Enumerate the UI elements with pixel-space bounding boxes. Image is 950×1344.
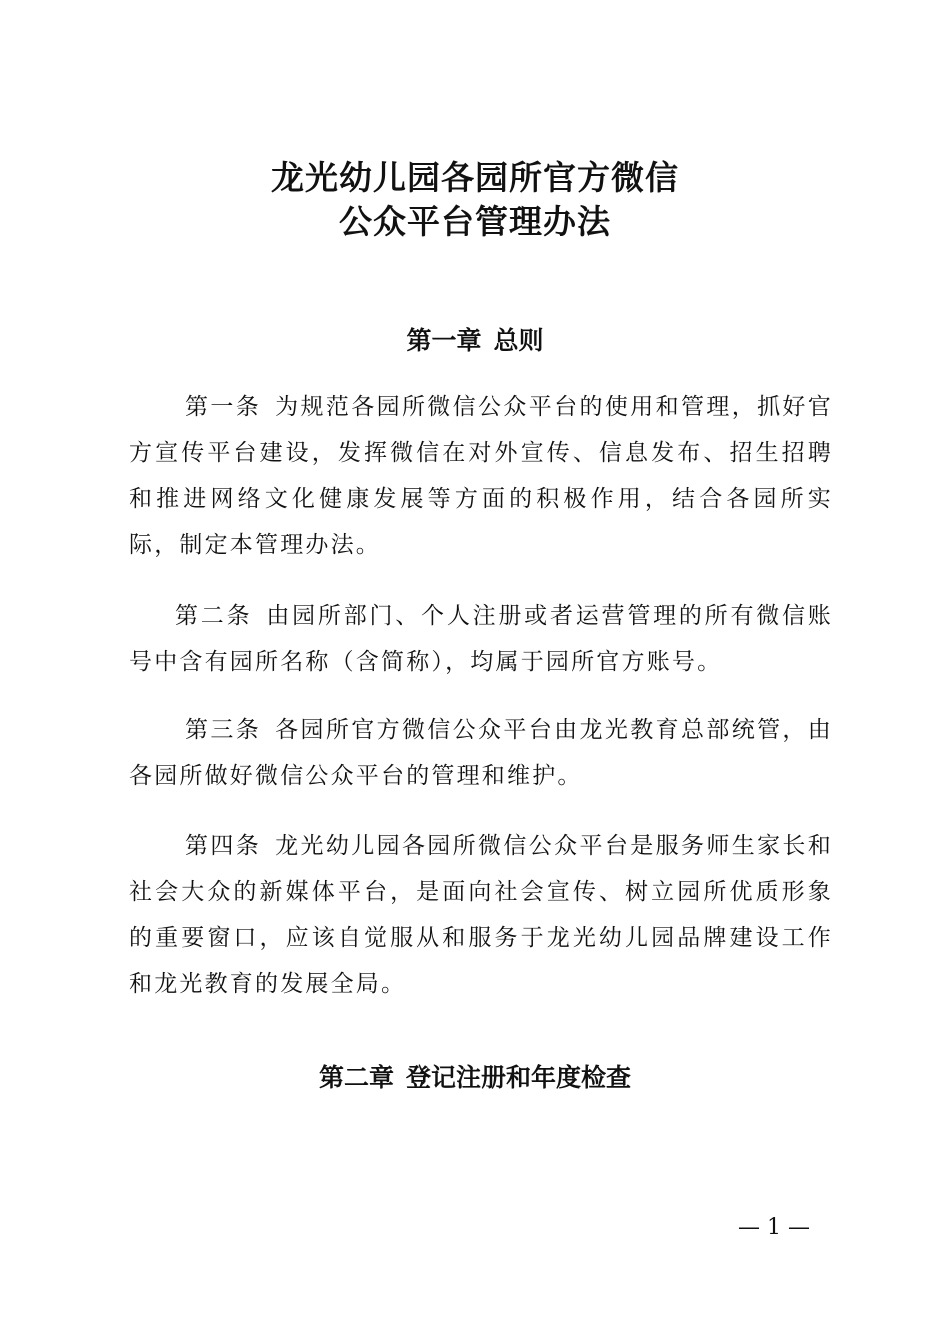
article-3-number: 第三条 xyxy=(185,717,262,743)
article-2 xyxy=(129,593,833,685)
article-4-text: 龙光幼儿园各园所微信公众平台是服务师生家长和社会大众的新媒体平台，是面向社会宣传、树立园所优质形象的重要窗口，应该自觉服从和服务于龙光幼儿园品牌建设工作和龙光教育的发展全局。 xyxy=(129,833,833,997)
chapter-2-heading xyxy=(0,1061,950,1095)
article-1 xyxy=(129,384,833,568)
article-2-number: 第二条 xyxy=(175,603,253,629)
document-title-line-1: 龙光幼儿园各园所官方微信 xyxy=(271,158,679,197)
article-2-text: 由园所部门、个人注册或者运营管理的所有微信账号中含有园所名称（含简称），均属于园所官方账号。 xyxy=(129,603,833,675)
article-3 xyxy=(129,707,833,799)
page-number: — 1 — xyxy=(738,1215,810,1240)
article-4 xyxy=(129,823,833,1007)
document-title-line-2: 公众平台管理办法 xyxy=(339,202,611,241)
chapter-1-number: 第一章 xyxy=(406,326,482,355)
article-1-number: 第一条 xyxy=(185,394,262,420)
chapter-1-name: 总则 xyxy=(493,326,544,355)
chapter-2-name: 登记注册和年度检查 xyxy=(406,1063,632,1092)
chapter-1-heading xyxy=(0,324,950,358)
chapter-2-number: 第二章 xyxy=(318,1063,394,1092)
article-4-number: 第四条 xyxy=(185,833,262,859)
article-1-text: 为规范各园所微信公众平台的使用和管理，抓好官方宣传平台建设，发挥微信在对外宣传、信息发布、招生招聘和推进网络文化健康发展等方面的积极作用，结合各园所实际，制定本管理办法。 xyxy=(129,394,833,558)
article-3-text: 各园所官方微信公众平台由龙光教育总部统管，由各园所做好微信公众平台的管理和维护。 xyxy=(129,717,833,789)
